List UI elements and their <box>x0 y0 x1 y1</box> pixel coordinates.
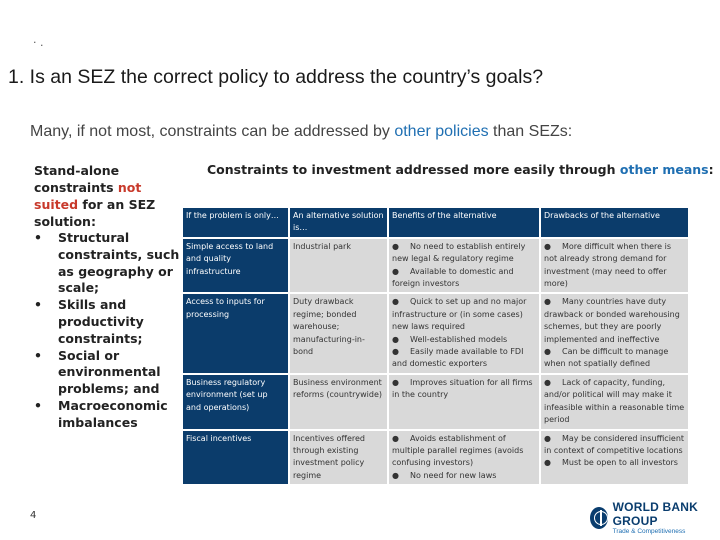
globe-icon <box>590 507 608 529</box>
cell-drawbacks <box>541 375 688 429</box>
cell-problem: Simple access to land and quality infrastructure <box>183 239 288 293</box>
bullet-line: ● Avoids establishment of multiple parallel regimes (avoids confusing investors) <box>392 433 524 468</box>
left-heading-highlight: not suited <box>34 180 142 212</box>
bullet-line: ● Improves situation for all firms in the country <box>392 377 533 400</box>
cell-benefits <box>389 431 539 485</box>
bullet-line: ● Available to domestic and foreign investors <box>392 266 514 289</box>
bullet-line: ● No need to establish entirely new legal & regulatory regime <box>392 241 526 264</box>
bullet-item: • Skills and productivity constraints; <box>34 297 180 347</box>
cell-solution: Duty drawback regime; bonded warehouse; manufacturing-in-bond <box>290 294 387 372</box>
cell-drawbacks <box>541 431 688 485</box>
right-heading-text-start: Constraints to investment addressed more easily through <box>207 162 620 177</box>
bullet-item: • Social or environmental problems; and <box>34 348 180 398</box>
cell-benefits <box>389 294 539 372</box>
subtitle-highlight: other policies <box>394 123 489 140</box>
logo-main-text: WORLD BANK GROUP <box>612 500 698 528</box>
bullet-line: ● Must be open to all investors <box>544 458 678 468</box>
cell-benefits <box>389 239 539 293</box>
bullet-line: ● May be considered insufficient in context of competitive locations <box>544 433 685 455</box>
slide-title: 1. Is an SEZ the correct policy to address the country’s goals? <box>8 66 544 88</box>
cell-drawbacks <box>541 239 688 293</box>
page-number: 4 <box>30 510 37 521</box>
bullet-line: ● Easily made available to FDI and domestic exporters <box>392 347 524 369</box>
header-problem: If the problem is only… <box>183 208 288 237</box>
table-row <box>183 239 688 293</box>
table-header-row <box>183 208 688 237</box>
cell-benefits <box>389 375 539 429</box>
header-drawbacks: Drawbacks of the alternative <box>541 208 688 237</box>
cell-problem: Business regulatory environment (set up and operations) <box>183 375 288 429</box>
left-column-heading <box>34 162 184 230</box>
bullet-line: ● Many countries have duty drawback or bonded warehousing schemes, but they are poorly implemented and ineffective <box>544 297 680 344</box>
cell-drawbacks <box>541 294 688 372</box>
bullet-item: • Macroeconomic imbalances <box>34 398 180 432</box>
left-heading-text-end: for an SEZ solution: <box>34 197 156 229</box>
bullet-line: ● Can be difficult to manage when not spatially defined <box>544 347 669 369</box>
right-column-heading <box>207 162 714 177</box>
alternatives-table <box>181 206 690 486</box>
bullet-line: ● Well-established models <box>392 334 508 344</box>
constraints-bullet-list <box>34 230 180 432</box>
bullet-item: • Structural constraints, such as geography or scale; <box>34 230 180 297</box>
logo-sub-text: Trade & Competitiveness <box>612 528 686 535</box>
header-benefits: Benefits of the alternative <box>389 208 539 237</box>
cell-solution: Industrial park <box>290 239 387 293</box>
cell-solution: Incentives offered through existing investment policy regime <box>290 431 387 485</box>
table-row <box>183 431 688 485</box>
header-solution: An alternative solution is… <box>290 208 387 237</box>
bullet-line: ● More difficult when there is not already strong demand for investment (may need to offer more) <box>544 241 672 289</box>
bullet-line: ● No need for new laws <box>392 470 497 480</box>
table-row <box>183 375 688 429</box>
cell-problem: Fiscal incentives <box>183 431 288 485</box>
logo-text <box>613 500 720 535</box>
bullet-line: ● Quick to set up and no major infrastructure or (in some cases) new laws required <box>392 297 527 332</box>
cell-problem: Access to inputs for processing <box>183 294 288 372</box>
subtitle-text-start: Many, if not most, constraints can be addressed by <box>30 123 395 140</box>
right-heading-highlight: other means <box>619 162 709 177</box>
table-row <box>183 294 688 372</box>
right-heading-text-end: : <box>708 162 714 177</box>
bullet-line: ● Lack of capacity, funding, and/or political will may make it infeasible within a reasonable time period <box>544 377 685 425</box>
left-heading-text-start: Stand-alone constraints <box>34 163 120 195</box>
slide-subtitle <box>30 123 572 141</box>
decorative-dots: · . <box>33 36 44 49</box>
world-bank-logo <box>590 500 720 535</box>
cell-solution: Business environment reforms (countrywide) <box>290 375 387 429</box>
subtitle-text-end: than SEZs: <box>488 123 573 140</box>
